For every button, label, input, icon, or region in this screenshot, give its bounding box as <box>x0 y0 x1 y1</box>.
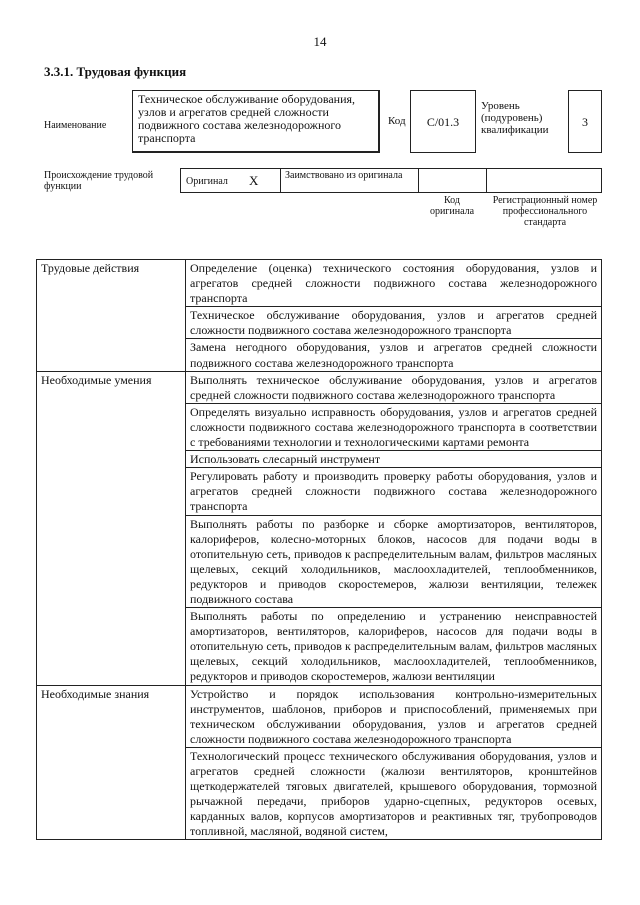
table-cell: Выполнять техническое обслуживание оборудования, узлов и агрегатов средней сложности подвижного состава железнодорожного транспорта <box>186 371 602 403</box>
qualification-level-label-text: Уровень (подуровень) квалификации <box>481 100 549 136</box>
table-cell: Устройство и порядок использования контрольно-измерительных инструментов, шаблонов, приборов и приспособлений, применяемых при техническом обслуживании оборудования, узлов и агрегатов средней сложности подвижного состава железнодорожного транспорта <box>186 685 602 747</box>
origin-original-label: Оригинал <box>186 176 228 187</box>
origin-borrowed-cell <box>281 169 419 192</box>
category-required-skills: Необходимые умения <box>37 371 186 685</box>
name-box <box>132 90 380 153</box>
table-cell: Выполнять работы по определению и устранению неисправностей амортизаторов, вентиляторов, калориферов, насосов для подачи воды в отопительную сеть, приводов к распределительным валам, фильтров масляных щелевых, секций холодильников, маслоохладителей, теплообменников, редукторов и приводов скоростемеров, жалюзи вентиляции <box>186 608 602 685</box>
category-required-knowledge: Необходимые знания <box>37 685 186 840</box>
table-cell: Техническое обслуживание оборудования, узлов и агрегатов средней сложности подвижного состава железнодорожного транспорта <box>186 307 602 339</box>
origin-row <box>180 168 602 193</box>
origin-code-cell <box>419 169 487 192</box>
origin-reg-number-cell <box>487 169 603 192</box>
table-cell: Использовать слесарный инструмент <box>186 451 602 468</box>
table-cell: Технологический процесс технического обслуживания оборудования, узлов и агрегатов средней сложности (жалюзи вентиляторов, кронштейнов щеткодержателей тяговых двигателей, крышевого оборудования, тормозной рычажной передачи, приборов ударно-сцепных, редукторов осевых, карданных валов, корпусов амортизаторов и реактивных тяг, трубопроводов топливной, масляной, водяной систем, <box>186 747 602 840</box>
page-number: 14 <box>313 34 327 49</box>
section-title: 3.3.1. Трудовая функция <box>44 64 187 79</box>
origin-label-text: Происхождение трудовой функции <box>44 170 154 192</box>
table-cell: Определять визуально исправность оборудования, узлов и агрегатов средней сложности подвижного состава железнодорожного транспорта в соответствии с требованиями технологии и технологическими картами ремонта <box>186 403 602 450</box>
qualification-level-label <box>481 100 561 136</box>
code-value: C/01.3 <box>426 115 460 129</box>
qualification-level-value: 3 <box>582 115 588 129</box>
labor-function-table <box>36 259 602 840</box>
registration-number-caption-text: Регистрационный номер профессионального стандарта <box>492 195 598 228</box>
table-row <box>37 685 602 747</box>
table-cell: Регулировать работу и производить проверку работы оборудования, узлов и агрегатов средней сложности подвижного состава железнодорожного транспорта <box>186 468 602 515</box>
table-cell: Замена негодного оборудования, узлов и агрегатов средней сложности подвижного состава железнодорожного транспорта <box>186 339 602 371</box>
name-label: Наименование <box>44 120 107 131</box>
original-code-caption <box>418 195 486 217</box>
table-cell: Определение (оценка) технического состояния оборудования, узлов и агрегатов средней сложности подвижного состава железнодорожного транспорта <box>186 260 602 307</box>
qualification-level-box <box>568 90 602 153</box>
code-box <box>410 90 476 153</box>
origin-original-cell <box>181 169 281 192</box>
table-cell: Выполнять работы по разборке и сборке амортизаторов, вентиляторов, калориферов, колесно-моторных блоков, насосов для подачи воды в отопительную сеть, приводов к распределительным валам, фильтров масляных щелевых, секций холодильников, маслоохладителей, теплообменников, редукторов и приводов скоростемеров, жалюзи вентиляции, тележек подвижного состава <box>186 515 602 608</box>
category-labor-actions: Трудовые действия <box>37 260 186 372</box>
original-code-caption-text: Код оригинала <box>429 195 475 217</box>
name-value: Техническое обслуживание оборудования, узлов и агрегатов средней сложности подвижного состава железнодорожного транспорта <box>138 92 356 145</box>
registration-number-caption <box>488 195 602 228</box>
table-row <box>37 260 602 307</box>
origin-borrowed-label: Заимствовано из оригинала <box>285 170 403 181</box>
code-label: Код <box>388 115 406 127</box>
origin-label <box>44 170 169 192</box>
origin-original-mark: X <box>249 173 259 188</box>
table-row <box>37 371 602 403</box>
